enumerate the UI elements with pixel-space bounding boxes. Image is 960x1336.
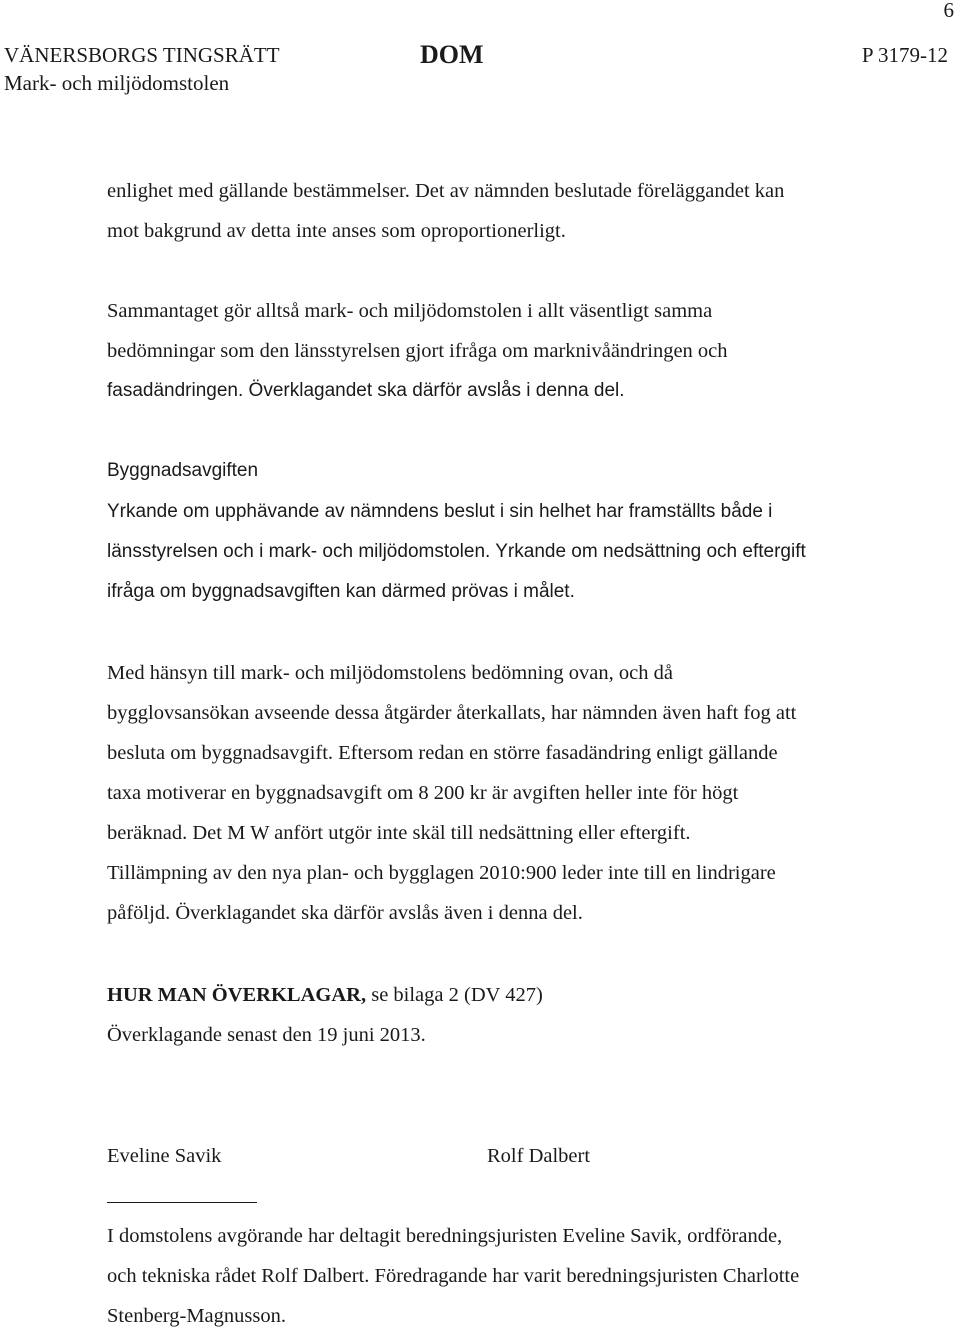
paragraph-line: bygglovsansökan avseende dessa åtgärder återkallats, har nämnden även haft fog att — [107, 702, 797, 724]
paragraph-line: bedömningar som den länsstyrelsen gjort ifråga om marknivåändringen och — [107, 340, 728, 362]
paragraph-line: länsstyrelsen och i mark- och miljödomstolen. Yrkande om nedsättning och eftergift — [107, 541, 806, 562]
page-number: 6 — [943, 0, 954, 22]
appeal-deadline: Överklagande senast den 19 juni 2013. — [107, 1024, 426, 1046]
appeal-heading: HUR MAN ÖVERKLAGAR, — [107, 984, 367, 1006]
section-heading: Byggnadsavgiften — [107, 460, 259, 481]
paragraph-line: mot bakgrund av detta inte anses som oproportionerligt. — [107, 220, 566, 242]
document-type: DOM — [420, 40, 484, 69]
signature-name: Rolf Dalbert — [487, 1145, 591, 1167]
footer-note-line: I domstolens avgörande har deltagit beredningsjuristen Eveline Savik, ordförande, — [107, 1225, 783, 1247]
footer-note-line: och tekniska rådet Rolf Dalbert. Föredragande har varit beredningsjuristen Charlotte — [107, 1265, 800, 1287]
footer-note-line: Stenberg-Magnusson. — [107, 1305, 286, 1327]
paragraph-line: Sammantaget gör alltså mark- och miljödomstolen i allt väsentligt samma — [107, 300, 713, 322]
case-number: P 3179-12 — [861, 43, 948, 67]
court-name: VÄNERSBORGS TINGSRÄTT — [4, 43, 280, 67]
paragraph-line: påföljd. Överklagandet ska därför avslås även i denna del. — [107, 902, 583, 924]
paragraph-line: beräknad. Det M W anfört utgör inte skäl till nedsättning eller eftergift. — [107, 822, 691, 844]
paragraph-line: taxa motiverar en byggnadsavgift om 8 200 kr är avgiften heller inte för högt — [107, 782, 739, 804]
paragraph-line: besluta om byggnadsavgift. Eftersom redan en större fasadändring enligt gällande — [107, 742, 778, 764]
paragraph-line: ifråga om byggnadsavgiften kan därmed prövas i målet. — [107, 581, 575, 602]
signature-divider — [107, 1202, 257, 1203]
paragraph-line: Tillämpning av den nya plan- och bygglagen 2010:900 leder inte till en lindrigare — [107, 862, 776, 884]
paragraph-line: enlighet med gällande bestämmelser. Det av nämnden beslutade föreläggandet kan — [107, 180, 785, 202]
signature-name: Eveline Savik — [107, 1145, 222, 1167]
appeal-instructions — [107, 975, 543, 1015]
paragraph-line: Yrkande om upphävande av nämndens beslut i sin helhet har framställts både i — [107, 501, 773, 522]
paragraph-line: fasadändringen. Överklagandet ska därför avslås i denna del. — [107, 380, 625, 401]
paragraph-line: Med hänsyn till mark- och miljödomstolens bedömning ovan, och då — [107, 662, 673, 684]
appeal-reference: se bilaga 2 (DV 427) — [366, 984, 543, 1006]
court-division: Mark- och miljödomstolen — [4, 71, 230, 95]
